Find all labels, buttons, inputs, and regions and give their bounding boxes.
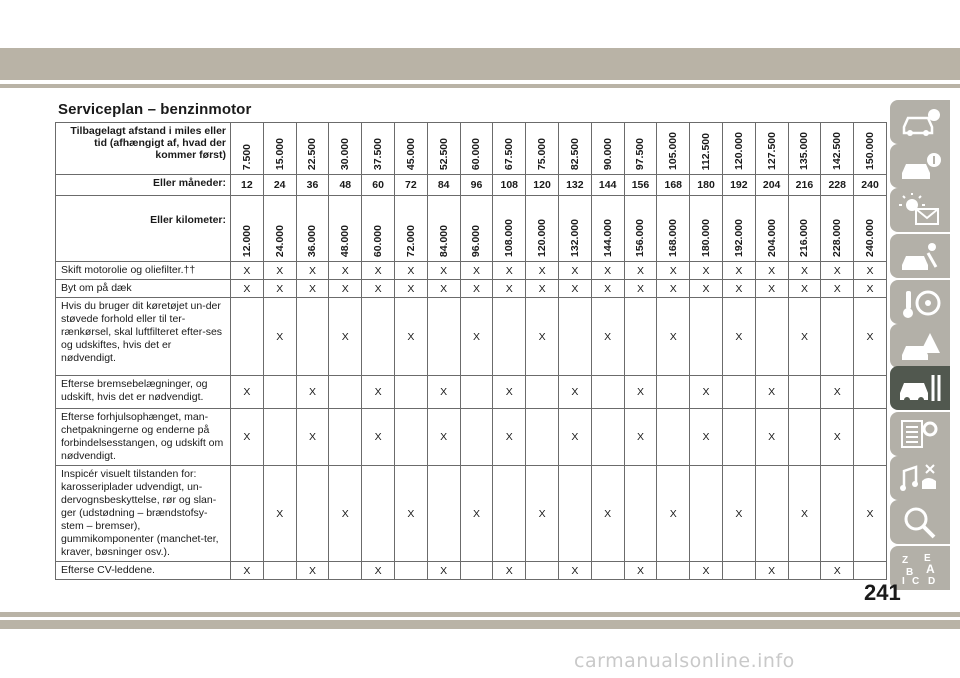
sun-envelope-icon — [898, 193, 942, 227]
km-header-cell — [329, 196, 362, 262]
service-mark: X — [493, 376, 526, 409]
miles-header-cell — [788, 123, 821, 175]
service-mark: X — [296, 409, 329, 466]
miles-header-cell — [526, 123, 559, 175]
service-mark: X — [821, 280, 854, 298]
service-mark: X — [296, 280, 329, 298]
svg-text:E: E — [924, 553, 931, 564]
months-value: 108 — [493, 175, 526, 196]
service-mark: X — [460, 280, 493, 298]
km-value: 84.000 — [437, 224, 450, 257]
service-mark — [788, 562, 821, 580]
task-description: Hvis du bruger dit køretøjet un-der støvede forhold eller til ter-rænkørsel, skal luftfilteret efter-ses og udskiftes, hvis det er nødvendigt. — [56, 298, 231, 376]
service-mark — [427, 298, 460, 376]
months-value: 60 — [362, 175, 395, 196]
service-mark: X — [690, 562, 723, 580]
top-decorative-band — [0, 48, 960, 80]
km-header-cell — [493, 196, 526, 262]
months-value: 144 — [591, 175, 624, 196]
service-mark: X — [526, 262, 559, 280]
service-mark: X — [558, 262, 591, 280]
service-mark: X — [755, 562, 788, 580]
service-mark: X — [460, 466, 493, 562]
sidebar-tab[interactable] — [890, 144, 950, 188]
service-mark: X — [854, 298, 887, 376]
service-mark — [690, 298, 723, 376]
km-value: 72.000 — [404, 224, 417, 257]
service-mark: X — [329, 466, 362, 562]
service-mark — [526, 376, 559, 409]
miles-value: 135.000 — [798, 132, 811, 170]
miles-value: 15.000 — [273, 137, 286, 170]
miles-value: 67.500 — [503, 137, 516, 170]
service-mark: X — [591, 466, 624, 562]
service-mark — [591, 409, 624, 466]
service-mark: X — [722, 280, 755, 298]
car-seatbelt-icon — [898, 239, 942, 273]
service-mark: X — [460, 262, 493, 280]
service-mark: X — [755, 409, 788, 466]
miles-header-row — [56, 123, 887, 175]
km-value: 168.000 — [667, 219, 680, 257]
service-mark: X — [821, 562, 854, 580]
km-value: 144.000 — [601, 219, 614, 257]
service-mark — [821, 466, 854, 562]
service-mark: X — [624, 409, 657, 466]
miles-value: 37.500 — [372, 137, 385, 170]
service-mark: X — [296, 262, 329, 280]
car-warning-icon — [898, 105, 942, 139]
km-header-cell — [460, 196, 493, 262]
km-value: 132.000 — [568, 219, 581, 257]
service-mark: X — [427, 562, 460, 580]
service-mark: X — [755, 280, 788, 298]
svg-text:I: I — [902, 576, 905, 585]
service-mark — [558, 466, 591, 562]
service-mark — [296, 298, 329, 376]
car-warning-triangle-icon — [898, 329, 942, 363]
miles-header-cell — [690, 123, 723, 175]
miles-header-cell — [493, 123, 526, 175]
page-title: Serviceplan – benzinmotor — [58, 101, 252, 118]
months-value: 168 — [657, 175, 690, 196]
km-header-cell — [591, 196, 624, 262]
service-mark — [690, 466, 723, 562]
service-mark: X — [526, 280, 559, 298]
service-mark: X — [460, 298, 493, 376]
service-mark: X — [296, 562, 329, 580]
service-mark: X — [591, 298, 624, 376]
months-value: 36 — [296, 175, 329, 196]
km-value: 12.000 — [240, 224, 253, 257]
service-mark — [657, 562, 690, 580]
km-value: 192.000 — [732, 219, 745, 257]
service-mark: X — [427, 262, 460, 280]
service-mark: X — [722, 466, 755, 562]
miles-value: 82.500 — [568, 137, 581, 170]
months-header-label: Eller måneder: — [56, 175, 231, 196]
svg-text:D: D — [928, 576, 936, 585]
miles-header-cell — [296, 123, 329, 175]
km-value: 240.000 — [864, 219, 877, 257]
service-mark — [231, 298, 264, 376]
service-mark: X — [329, 262, 362, 280]
months-value: 84 — [427, 175, 460, 196]
service-mark — [788, 409, 821, 466]
km-header-cell — [690, 196, 723, 262]
miles-value: 7.500 — [240, 143, 253, 170]
miles-value: 30.000 — [339, 137, 352, 170]
km-header-label: Eller kilometer: — [56, 196, 231, 262]
months-value: 120 — [526, 175, 559, 196]
task-description: Efterse forhjulsophænget, man-chetpakningerne og enderne på forbindelsesstangen, og udskift om nødvendigt. — [56, 409, 231, 466]
miles-value: 97.500 — [634, 137, 647, 170]
service-mark — [558, 298, 591, 376]
months-value: 180 — [690, 175, 723, 196]
sidebar-tab[interactable] — [890, 412, 950, 456]
sidebar-tab[interactable] — [890, 500, 950, 544]
km-header-cell — [263, 196, 296, 262]
service-mark: X — [722, 262, 755, 280]
service-mark: X — [427, 409, 460, 466]
service-mark: X — [231, 562, 264, 580]
service-mark — [460, 409, 493, 466]
service-mark — [624, 298, 657, 376]
miles-value: 120.000 — [732, 132, 745, 170]
km-header-cell — [788, 196, 821, 262]
km-value: 204.000 — [765, 219, 778, 257]
service-mark: X — [788, 466, 821, 562]
months-header-row — [56, 175, 887, 196]
table-row — [56, 298, 887, 376]
km-value: 60.000 — [372, 224, 385, 257]
table-row — [56, 280, 887, 298]
service-mark: X — [493, 280, 526, 298]
miles-value: 52.500 — [437, 137, 450, 170]
months-value: 204 — [755, 175, 788, 196]
service-mark: X — [690, 280, 723, 298]
sidebar-tab[interactable] — [890, 324, 950, 368]
service-mark: X — [755, 262, 788, 280]
service-mark — [329, 409, 362, 466]
table-row — [56, 409, 887, 466]
miles-header-cell — [231, 123, 264, 175]
service-mark: X — [362, 409, 395, 466]
sidebar-tab[interactable] — [890, 280, 950, 324]
service-mark: X — [821, 262, 854, 280]
service-mark: X — [362, 562, 395, 580]
service-mark: X — [591, 262, 624, 280]
sidebar-tab[interactable] — [890, 188, 950, 232]
miles-header-cell — [427, 123, 460, 175]
service-mark: X — [558, 280, 591, 298]
months-value: 24 — [263, 175, 296, 196]
service-mark — [394, 409, 427, 466]
service-mark: X — [394, 280, 427, 298]
miles-header-cell — [821, 123, 854, 175]
miles-header-cell — [460, 123, 493, 175]
service-mark — [231, 466, 264, 562]
service-mark — [362, 466, 395, 562]
km-value: 180.000 — [700, 219, 713, 257]
miles-value: 150.000 — [864, 132, 877, 170]
miles-value: 45.000 — [404, 137, 417, 170]
bottom-decorative-line — [0, 612, 960, 617]
km-value: 108.000 — [503, 219, 516, 257]
service-mark — [854, 409, 887, 466]
svg-text:B: B — [906, 567, 914, 578]
km-value: 24.000 — [273, 224, 286, 257]
km-header-cell — [362, 196, 395, 262]
miles-header-cell — [591, 123, 624, 175]
km-value: 228.000 — [831, 219, 844, 257]
km-header-cell — [526, 196, 559, 262]
miles-header-label: Tilbagelagt afstand i miles eller tid (afhængigt af, hvad der kommer først) — [56, 123, 231, 175]
miles-header-cell — [263, 123, 296, 175]
miles-value: 90.000 — [601, 137, 614, 170]
service-mark: X — [657, 298, 690, 376]
miles-header-cell — [854, 123, 887, 175]
service-mark: X — [722, 298, 755, 376]
service-mark — [722, 376, 755, 409]
km-value: 48.000 — [339, 224, 352, 257]
service-mark: X — [690, 262, 723, 280]
km-header-cell — [821, 196, 854, 262]
service-mark: X — [624, 562, 657, 580]
service-mark — [493, 466, 526, 562]
task-description: Skift motorolie og oliefilter.†† — [56, 262, 231, 280]
task-description: Inspicér visuelt tilstanden for: karosseriplader udvendigt, un-dervognsbeskyttelse, rør og slan-ger (udstødning – brændstofsy-stem – bremser), gummikomponenter (manchet-ter, kraver, bøsninger osv.). — [56, 466, 231, 562]
service-mark: X — [394, 466, 427, 562]
service-mark: X — [526, 298, 559, 376]
service-mark — [329, 376, 362, 409]
service-mark: X — [231, 280, 264, 298]
list-gear-icon — [898, 417, 942, 451]
task-description: Byt om på dæk — [56, 280, 231, 298]
service-mark: X — [362, 280, 395, 298]
km-header-cell — [624, 196, 657, 262]
months-value: 228 — [821, 175, 854, 196]
months-value: 12 — [231, 175, 264, 196]
months-value: 132 — [558, 175, 591, 196]
months-value: 216 — [788, 175, 821, 196]
service-mark: X — [263, 298, 296, 376]
miles-value: 105.000 — [667, 132, 680, 170]
km-header-cell — [394, 196, 427, 262]
service-mark: X — [394, 298, 427, 376]
service-mark: X — [690, 376, 723, 409]
service-mark — [329, 562, 362, 580]
service-mark: X — [657, 280, 690, 298]
sidebar-tab[interactable] — [890, 234, 950, 278]
miles-value: 22.500 — [306, 137, 319, 170]
km-value: 216.000 — [798, 219, 811, 257]
months-value: 156 — [624, 175, 657, 196]
service-mark — [460, 376, 493, 409]
service-schedule-table — [55, 122, 887, 580]
km-header-cell — [296, 196, 329, 262]
service-mark: X — [329, 280, 362, 298]
km-value: 36.000 — [306, 224, 319, 257]
service-mark: X — [362, 262, 395, 280]
top-decorative-line — [0, 84, 960, 88]
service-mark: X — [624, 280, 657, 298]
service-mark: X — [493, 409, 526, 466]
service-mark: X — [362, 376, 395, 409]
miles-header-cell — [362, 123, 395, 175]
table-row — [56, 376, 887, 409]
service-mark: X — [854, 466, 887, 562]
service-mark — [821, 298, 854, 376]
service-mark: X — [591, 280, 624, 298]
service-mark — [296, 466, 329, 562]
service-mark — [755, 298, 788, 376]
miles-header-cell — [394, 123, 427, 175]
service-mark — [263, 562, 296, 580]
service-mark: X — [821, 376, 854, 409]
months-value: 72 — [394, 175, 427, 196]
service-mark — [526, 409, 559, 466]
service-mark — [591, 562, 624, 580]
service-mark — [263, 409, 296, 466]
service-mark: X — [657, 466, 690, 562]
miles-header-cell — [558, 123, 591, 175]
page-number: 241 — [864, 580, 901, 605]
km-header-cell — [854, 196, 887, 262]
km-header-cell — [231, 196, 264, 262]
service-mark: X — [558, 409, 591, 466]
miles-value: 127.500 — [765, 132, 778, 170]
km-value: 96.000 — [470, 224, 483, 257]
service-mark: X — [854, 280, 887, 298]
service-mark — [263, 376, 296, 409]
table-row — [56, 562, 887, 580]
service-mark: X — [624, 376, 657, 409]
service-mark: X — [788, 280, 821, 298]
service-mark: X — [657, 262, 690, 280]
service-mark — [394, 376, 427, 409]
svg-text:C: C — [912, 576, 920, 585]
service-mark: X — [263, 466, 296, 562]
miles-header-cell — [722, 123, 755, 175]
service-mark: X — [263, 262, 296, 280]
miles-header-cell — [624, 123, 657, 175]
km-header-cell — [558, 196, 591, 262]
miles-value: 75.000 — [536, 137, 549, 170]
miles-value: 112.500 — [700, 132, 713, 170]
km-header-cell — [657, 196, 690, 262]
sidebar-tab[interactable] — [890, 100, 950, 144]
service-mark — [624, 466, 657, 562]
service-mark: X — [558, 376, 591, 409]
service-mark: X — [231, 376, 264, 409]
music-phone-icon — [898, 461, 942, 495]
km-header-cell — [755, 196, 788, 262]
service-mark: X — [558, 562, 591, 580]
key-wheel-icon — [898, 285, 942, 319]
service-mark — [460, 562, 493, 580]
months-value: 240 — [854, 175, 887, 196]
service-mark: X — [231, 262, 264, 280]
service-mark — [722, 409, 755, 466]
service-mark: X — [427, 280, 460, 298]
service-mark — [722, 562, 755, 580]
service-mark: X — [231, 409, 264, 466]
months-value: 192 — [722, 175, 755, 196]
service-mark: X — [788, 298, 821, 376]
service-mark: X — [821, 409, 854, 466]
service-mark: X — [329, 298, 362, 376]
km-header-cell — [427, 196, 460, 262]
service-mark — [657, 409, 690, 466]
sidebar-tab[interactable] — [890, 456, 950, 500]
service-mark — [854, 562, 887, 580]
table-row — [56, 262, 887, 280]
service-mark: X — [788, 262, 821, 280]
car-wrench-icon — [898, 371, 942, 405]
service-mark: X — [854, 262, 887, 280]
service-mark: X — [263, 280, 296, 298]
sidebar-tab[interactable] — [890, 366, 950, 410]
task-description: Efterse bremsebelægninger, og udskift, hvis det er nødvendigt. — [56, 376, 231, 409]
task-description: Efterse CV-leddene. — [56, 562, 231, 580]
km-value: 156.000 — [634, 219, 647, 257]
km-header-row — [56, 196, 887, 262]
service-mark — [493, 298, 526, 376]
service-mark — [788, 376, 821, 409]
service-mark — [526, 562, 559, 580]
service-mark — [755, 466, 788, 562]
service-mark: X — [296, 376, 329, 409]
bottom-decorative-band — [0, 620, 960, 629]
service-mark: X — [493, 262, 526, 280]
service-mark — [394, 562, 427, 580]
service-mark: X — [624, 262, 657, 280]
months-value: 96 — [460, 175, 493, 196]
service-mark: X — [493, 562, 526, 580]
service-mark — [657, 376, 690, 409]
service-mark: X — [394, 262, 427, 280]
km-value: 120.000 — [536, 219, 549, 257]
service-mark: X — [690, 409, 723, 466]
service-mark: X — [755, 376, 788, 409]
service-mark — [591, 376, 624, 409]
magnifier-icon — [898, 505, 942, 539]
watermark: carmanualsonline.info — [574, 650, 795, 672]
table-row — [56, 466, 887, 562]
car-info-icon — [898, 149, 942, 183]
service-mark — [427, 466, 460, 562]
miles-header-cell — [755, 123, 788, 175]
miles-value: 142.500 — [831, 132, 844, 170]
miles-header-cell — [657, 123, 690, 175]
months-value: 48 — [329, 175, 362, 196]
svg-text:A: A — [926, 562, 935, 576]
svg-text:Z: Z — [902, 555, 909, 566]
service-mark — [362, 298, 395, 376]
km-header-cell — [722, 196, 755, 262]
miles-header-cell — [329, 123, 362, 175]
service-mark: X — [526, 466, 559, 562]
alphabet-index-icon — [898, 551, 942, 585]
service-mark — [854, 376, 887, 409]
miles-value: 60.000 — [470, 137, 483, 170]
service-mark: X — [427, 376, 460, 409]
